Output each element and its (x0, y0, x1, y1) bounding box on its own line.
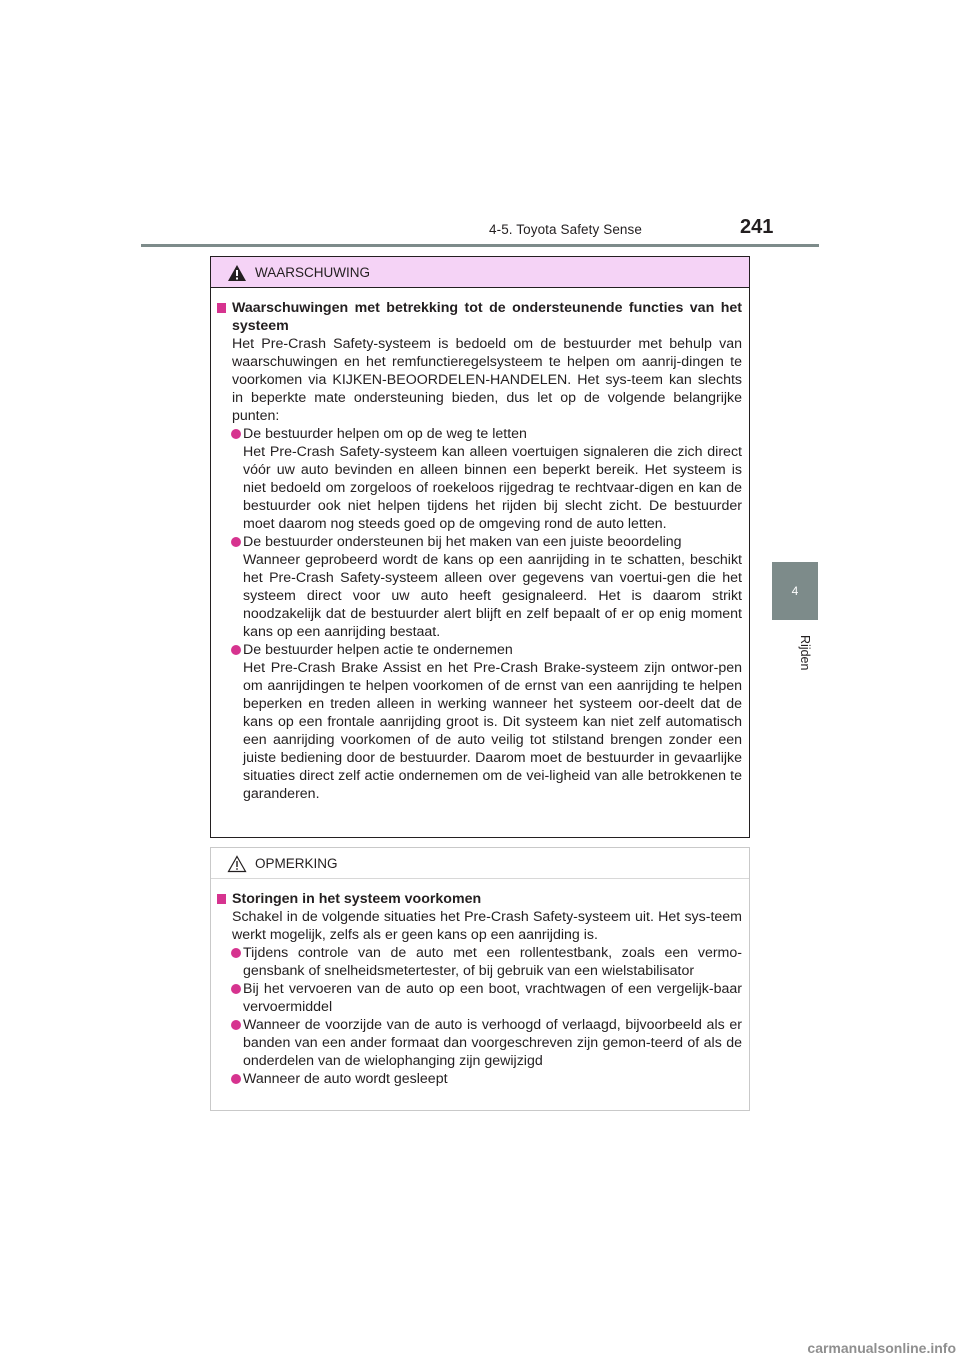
warning-bullet (217, 533, 742, 641)
caution-triangle-icon (227, 855, 247, 873)
square-bullet-icon (217, 894, 226, 904)
warning-bullet-body: Het Pre-Crash Safety-systeem kan alleen voertuigen signaleren die zich direct vóór uw auto bevinden en alleen binnen een beperkt bereik. Het systeem is niet bedoeld om zorgeloos of roekeloos rijgedrag te rechtvaar-digen en kan de bestuurder ook niet helpen tijdens het rijden bij slecht zicht. De bestuurder moet daarom nog steeds goed op de omgeving rond de auto letten. (243, 444, 742, 532)
note-bullet (217, 1070, 742, 1088)
note-bullet (217, 980, 742, 1016)
note-section-title-text: Storingen in het systeem voorkomen (232, 891, 482, 907)
warning-triangle-icon (227, 264, 247, 282)
round-bullet-icon (231, 645, 241, 655)
square-bullet-icon (217, 303, 226, 313)
round-bullet-icon (231, 948, 241, 958)
warning-intro: Het Pre-Crash Safety-systeem is bedoeld om de bestuurder met behulp van waarschuwingen en het remfunctieregelsysteem te helpen om aanrij-dingen te voorkomen via KIJKEN-BEOORDELEN-HANDELEN. Het sys-teem kan slechts in beperkte mate ondersteuning bieden, dus let op de volgende belangrijke punten: (232, 336, 742, 424)
note-bullet-text: Bij het vervoeren van de auto op een boot, vrachtwagen of een vergelijk-baar vervoermiddel (243, 981, 742, 1015)
note-section-title (217, 890, 742, 908)
warning-bullet (217, 641, 742, 803)
header-section-title: 4-5. Toyota Safety Sense (489, 222, 642, 237)
note-intro: Schakel in de volgende situaties het Pre-Crash Safety-systeem uit. Het sys-teem werkt mogelijk, zelfs als er geen kans op een aanrijding is. (232, 909, 742, 943)
note-bullet-text: Tijdens controle van de auto met een rollentestbank, zoals een vermo-gensbank of snelheidsmetertester, of bij gebruik van een wielstabilisator (243, 945, 742, 979)
warning-header (211, 257, 749, 288)
warning-box (210, 256, 750, 838)
page-number: 241 (740, 216, 774, 238)
warning-title: WAARSCHUWING (255, 265, 370, 280)
note-header (211, 848, 749, 879)
warning-bullet-body: Het Pre-Crash Brake Assist en het Pre-Crash Brake-systeem zijn ontwor-pen om aanrijdingen te helpen voorkomen of de ernst van een aanrijding te helpen beperken en treden alleen in werking wanneer het systeem oor-deelt dat de kans op een frontale aanrijding groot is. Dit systeem kan niet zelf automatisch een aanrijding voorkomen of de auto veilig tot stilstand brengen zonder een juiste bediening door de bestuurder. Daarom moet de bestuurder in gevaarlijke situaties direct zelf actie ondernemen om de vei-ligheid van alle betrokkenen te garanderen. (243, 660, 742, 802)
warning-bullet-title: De bestuurder ondersteunen bij het maken van een juiste beoordeling (243, 534, 682, 550)
warning-bullet-title: De bestuurder helpen om op de weg te letten (243, 426, 527, 442)
note-bullet (217, 944, 742, 980)
warning-bullet (217, 425, 742, 533)
note-body (211, 879, 749, 1088)
warning-body (211, 288, 749, 803)
round-bullet-icon (231, 984, 241, 994)
round-bullet-icon (231, 1074, 241, 1084)
note-box (210, 847, 750, 1111)
round-bullet-icon (231, 1020, 241, 1030)
note-bullet-text: Wanneer de auto wordt gesleept (243, 1071, 448, 1087)
note-bullet-text: Wanneer de voorzijde van de auto is verhoogd of verlaagd, bijvoorbeeld als er banden van een ander formaat dan voorgeschreven zijn gemon-teerd of als de onderdelen van de wielophanging zijn gewijzigd (243, 1017, 742, 1069)
note-bullet (217, 1016, 742, 1070)
warning-section-title (217, 299, 742, 335)
chapter-label: Rijden (798, 635, 812, 671)
footer-watermark: carmanualsonline.info (807, 1340, 956, 1356)
warning-bullet-body: Wanneer geprobeerd wordt de kans op een aanrijding in te schatten, beschikt het Pre-Crash Safety-systeem alleen over gegevens van voertui-gen die het systeem direct voor uw auto heeft gesignaleerd. Het is daarom strikt noodzakelijk dat de bestuurder alert blijft en zelf bepaalt of er op enig moment kans op een aanrijding bestaat. (243, 552, 742, 640)
note-title: OPMERKING (255, 856, 338, 871)
header-rule (141, 244, 819, 247)
warning-bullet-title: De bestuurder helpen actie te ondernemen (243, 642, 513, 658)
warning-section-title-text: Waarschuwingen met betrekking tot de ondersteunende functies van het systeem (232, 300, 742, 334)
round-bullet-icon (231, 537, 241, 547)
round-bullet-icon (231, 429, 241, 439)
chapter-number: 4 (791, 584, 799, 598)
chapter-tab (772, 562, 818, 620)
